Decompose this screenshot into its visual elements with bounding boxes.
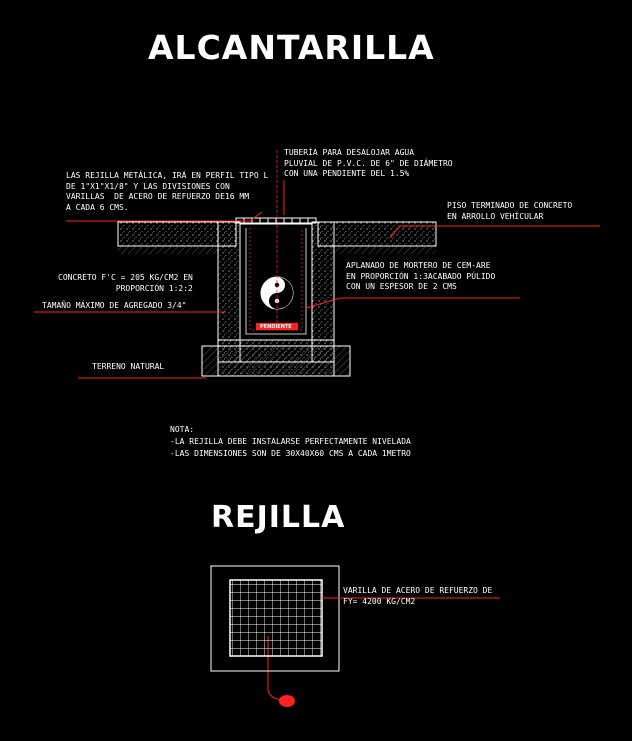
leader-rejilla (66, 212, 262, 221)
grate-plan (211, 566, 339, 671)
label-rejilla-metalica: LAS REJILLA METÁLICA, IRÁ EN PERFIL TIPO L DE 1"X1"X1/8" Y LAS DIVISIONES CON VARILLAS DE ACERO DE REFUERZO DE16 MM A CADA 6 CMS. (66, 171, 269, 212)
subgrade-right (330, 246, 436, 254)
note-heading: NOTA: (170, 425, 195, 434)
footing-inner (218, 362, 334, 376)
grate-title: REJILLA (211, 500, 346, 535)
label-aplanado: APLANADO DE MORTERO DE CEM-ARE EN PROPORCIÓN 1:3ACABADO PÚLIDO CON UN ESPESOR DE 2 CMS (346, 261, 496, 291)
subgrade-left (118, 246, 218, 254)
label-grate-rebar: VARILLA DE ACERO DE REFUERZO DE FY= 4200 KG/CM2 (343, 586, 493, 606)
label-agregado: TAMAÑO MÁXIMO DE AGREGADO 3/4" (42, 301, 187, 310)
leader-aplanado (306, 298, 520, 308)
note-line-2: -LAS DIMENSIONES SON DE 30X40X60 CMS A CADA 1METRO (170, 449, 411, 458)
label-concreto: CONCRETO F'C = 205 KG/CM2 EN PROPORCIÓN 1:2:2 (58, 273, 193, 293)
label-piso: PISO TERMINADO DE CONCRETO EN ARROLLO VEHÍCULAR (447, 201, 573, 221)
label-terreno: TERRENO NATURAL (92, 362, 165, 371)
label-pendiente: PENDIENTE (260, 324, 292, 330)
grate-callout-marker (279, 695, 295, 707)
label-tuberia: TUBERÍA PARA DESALOJAR AGUA PLUVIAL DE P.V.C. DE 6" DE DIÁMETRO CON UNA PENDIENTE DEL 1.5% (284, 148, 453, 178)
main-title: ALCANTARILLA (148, 28, 435, 67)
note-line-1: -LA REJILLA DEBE INSTALARSE PERFECTAMENTE NIVELADA (170, 437, 411, 446)
grate-frame-inner (230, 580, 322, 656)
